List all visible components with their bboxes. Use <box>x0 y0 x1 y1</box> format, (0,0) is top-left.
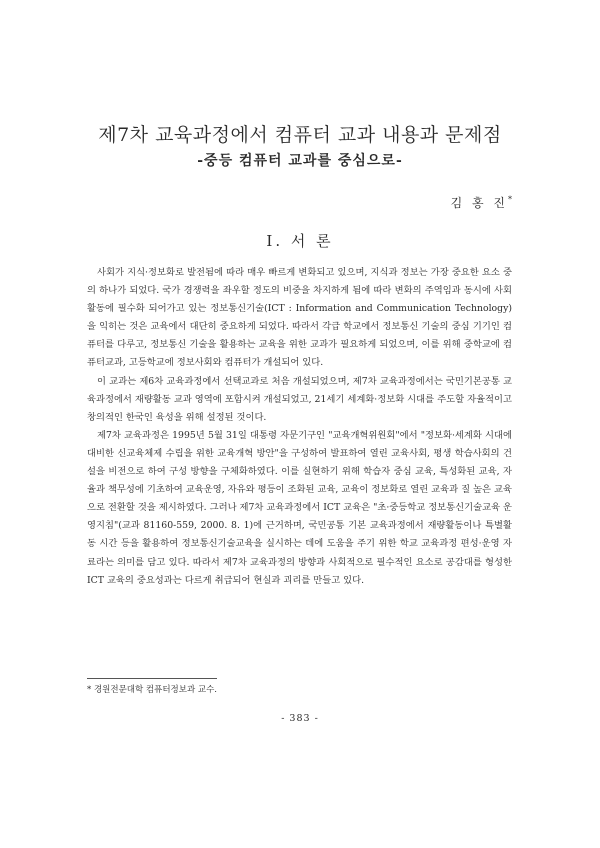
paper-title: 제7차 교육과정에서 컴퓨터 교과 내용과 문제점 <box>98 124 502 146</box>
author-line <box>451 194 512 211</box>
page-number: - 383 - <box>281 713 319 724</box>
section-heading-introduction: Ⅰ. 서 론 <box>266 232 334 250</box>
author-footnote-mark: * <box>508 195 512 204</box>
author-affiliation-footnote: * 경원전문대학 컴퓨터정보과 교수. <box>87 685 218 695</box>
author-name: 김 홍 진 <box>450 196 508 210</box>
body-paragraph: 사회가 지식·정보화로 발전됨에 따라 매우 빠르게 변화되고 있으며, 지식과 정보는 가장 중요한 요소 중의 하나가 되었다. 국가 경쟁력을 좌우할 정도의 비중을 차지하게 됨에 따라 변화의 주역임과 동시에 사회활동에 필수화 되어가고 있는 정보통신기술(ICT : Information and Communication Technology)을 익히는 것은 교육에서 대단히 중요하게 되었다. 따라서 각급 학교에서 정보통신 기술의 중심 기기인 컴퓨터를 다루고, 정보통신 기술을 활용하는 교육을 위한 교과가 필요하게 되었으며, 이를 위해 중학교에 컴퓨터교과, 고등학교에 정보사회와 컴퓨터가 개설되어 있다. <box>87 267 512 369</box>
body-text <box>87 264 512 590</box>
paper-subtitle: -중등 컴퓨터 교과를 중심으로- <box>197 153 403 169</box>
body-paragraph: 제7차 교육과정은 1995년 5월 31일 대통령 자문기구인 "교육개혁위원회"에서 "정보화·세계화 시대에 대비한 신교육체제 수립을 위한 교육개혁 방안"을 구성하여 발표하여 열린 교육사회, 평생 학습사회의 건설을 비전으로 하여 구성 방향을 구체화하였다. 이를 실현하기 위해 학습자 중심 교육, 특성화된 교육, 자율과 책무성에 기초하여 교육운영, 자유와 평등이 조화된 교육, 교육이 정보화로 열린 교육과 질 높은 교육으로 전환할 것을 제시하였다. 그러나 제7차 교육과정에서 ICT 교육은 "초·중등학교 정보통신기술교육 운영지침"(교과 81160-559, 2000. 8. 1)에 근거하며, 국민공통 기본 교육과정에서 재량활동이나 특별활동 시간 등을 활용하여 정보통신기술교육을 실시하는 데에 도움을 주기 위한 학교 교육과정 편성·운영 자료라는 의미를 담고 있다. 따라서 제7차 교육과정의 방향과 사회적으로 필수적인 요소로 공감대를 형성한 ICT 교육의 중요성과는 다르게 취급되어 현실과 괴리를 만들고 있다. <box>87 429 512 586</box>
footnote-divider <box>87 678 217 679</box>
body-paragraph: 이 교과는 제6차 교육과정에서 선택교과로 처음 개설되었으며, 제7차 교육과정에서는 국민기본공통 교육과정에서 재량활동 교과 영역에 포함시켜 개설되었고, 21세기 세계화·정보화 시대를 주도할 자율적이고 창의적인 한국인 육성을 위해 설정된 것이다. <box>87 375 512 423</box>
